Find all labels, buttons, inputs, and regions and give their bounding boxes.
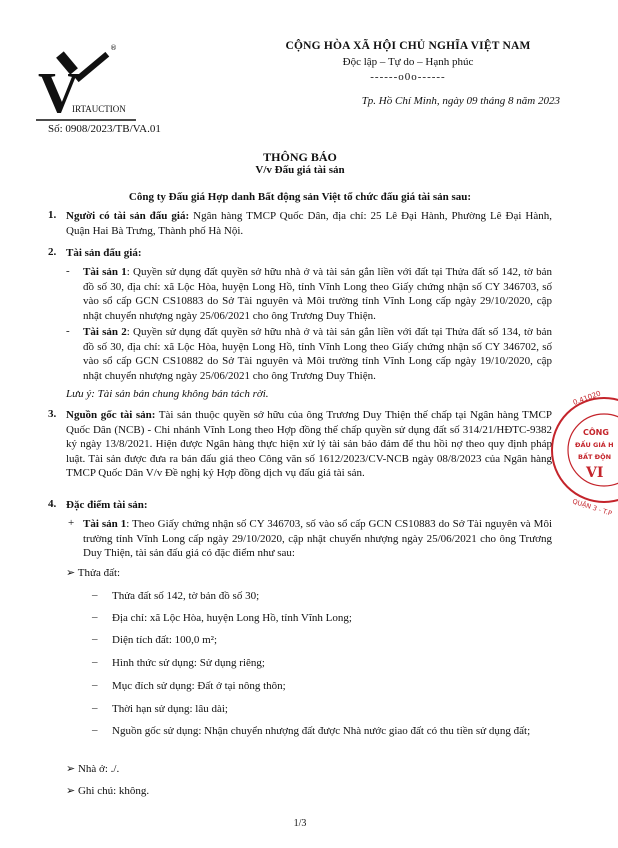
section-4-number: 4. [48,498,57,510]
section-1 [66,209,552,238]
svg-text:VI: VI [586,465,604,481]
section-3-number: 3. [48,408,57,420]
bullet-dash: – [92,611,98,623]
motto: Độc lập – Tự do – Hạnh phúc [342,56,474,68]
logo-text: IRTAUCTION [72,104,126,114]
remark-line: ➢ Ghi chú: không. [66,785,150,797]
bullet-dash: - [66,265,70,277]
land-item-parcel: Thửa đất số 142, tờ bản đồ số 30; [112,590,260,602]
asset-note: Lưu ý: Tài sản bán chung không bán tách rời. [66,388,269,400]
logo-letter: V [38,60,80,125]
land-item-purpose: Mục đích sử dụng: Đất ở tại nông thôn; [112,680,286,692]
section-1-label: Người có tài sản đấu giá: [66,210,190,222]
asset-1-label: Tài sản 1 [83,266,127,278]
bullet-dash: – [92,656,98,668]
land-item-origin: Nguồn gốc sử dụng: Nhận chuyển nhượng đất được Nhà nước giao đất có thu tiền sử dụng đất; [112,725,531,737]
land-heading: ➢ Thửa đất: [66,567,121,579]
document-number: Số: 0908/2023/TB/VA.01 [48,123,161,135]
bullet-dash: – [92,633,98,645]
document-date: Tp. Hồ Chí Minh, ngày 09 tháng 8 năm 2023 [361,95,560,107]
house-line: ➢ Nhà ở: ./. [66,763,120,775]
plus-bullet: + [68,517,75,529]
char-asset-1-label: Tài sản 1 [83,518,127,530]
bullet-dash: – [92,679,98,691]
bullet-dash: – [92,724,98,736]
bullet-dash: – [92,589,98,601]
svg-text:ĐẤU GIÁ H: ĐẤU GIÁ H [575,441,614,449]
land-item-use-form: Hình thức sử dụng: Sử dụng riêng; [112,657,265,669]
arrow-icon: ➢ [66,567,78,579]
section-1-number: 1. [48,209,57,221]
intro-line: Công ty Đấu giá Hợp danh Bất động sản Việt tổ chức đấu giá tài sản sau: [128,191,472,203]
svg-text:®: ® [110,44,117,52]
characteristics-asset-1: Tài sản 1: Theo Giấy chứng nhận số CY 346703, số vào sổ cấp GCN CS10883 do Sở Tài nguyên và Môi trường tỉnh Vĩnh Long cấp ngày 29/10/2020, cập nhật chuyển nhượng ngày 25/06/2021 cho ông Trương Duy Thiện, tài sản đấu giá có đặc điểm như sau: [83,518,552,559]
svg-text:QUẬN 3 - T.P: QUẬN 3 - T.P [571,497,613,518]
bullet-dash: - [66,325,70,337]
asset-2-description: Tài sản 2: Quyền sử dụng đất quyền sở hữu nhà ở và tài sản gắn liền với đất tại Thửa đất số 134, tờ bản đồ số 30, địa chỉ: xã Lộc Hòa, huyện Long Hồ, tỉnh Vĩnh Long theo Giấy chứng nhận số CY 346702, số vào sổ cấp GCN CS10882 do Sở Tài nguyên và Môi trường tỉnh Vĩnh Long cấp ngày 19/10/2020, cập nhật chuyển nhượng ngày 25/06/2021 cho ông Trương Duy Thiện. [83,326,552,382]
land-item-area: Diện tích đất: 100,0 m²; [112,634,218,646]
bullet-dash: – [92,702,98,714]
land-item-term: Thời hạn sử dụng: lâu dài; [112,703,228,715]
svg-text:0.41020: 0.41020 [571,389,602,407]
svg-text:BẤT ĐỘN: BẤT ĐỘN [578,453,612,461]
section-3: Nguồn gốc tài sản: Tài sản thuộc quyền sở hữu của ông Trương Duy Thiện thế chấp tại Ngân hàng TMCP Quốc Dân (NCB) - Chi nhánh Vĩnh Long theo Hợp đồng thế chấp quyền sử dụng đất số 314/21/HĐTC-9382 ký ngày 13/8/2021. Hiện được Ngân hàng thực hiện xử lý tài sản bảo đảm để thu hồi nợ theo quy định pháp luật. Tài sản được đưa ra bán đấu giá theo Công văn số 1612/2023/CV-NCB ngày 08/8/2023 của Ngân hàng TMCP Quốc Dân V/v Đề nghị ký Hợp đồng dịch vụ đấu giá tài sản. [66,409,552,479]
asset-2-label: Tài sản 2 [83,326,127,338]
section-3-label: Nguồn gốc tài sản: [66,409,156,421]
notice-subtitle: V/v Đấu giá tài sản [255,164,345,176]
land-item-address: Địa chỉ: xã Lộc Hòa, huyện Long Hồ, tỉnh Vĩnh Long; [112,612,352,624]
section-1-text: Ngân hàng TMCP Quốc Dân, địa chỉ: 25 Lê Đại Hành, Phường Lê Đại Hành, Quận Hai Bà Trưng, Thành phố Hà Nội. [66,210,552,237]
svg-text:CÔNG: CÔNG [583,428,609,437]
section-2-label: Tài sản đấu giá: [66,247,142,259]
header-separator: ------o0o------ [370,71,446,83]
asset-1-description: Tài sản 1: Quyền sử dụng đất quyền sở hữu nhà ở và tài sản gắn liền với đất tại Thửa đất số 142, tờ bản đồ số 30, địa chỉ: xã Lộc Hòa, huyện Long Hồ, tỉnh Vĩnh Long theo Giấy chứng nhận số CY 346703, số vào sổ cấp GCN CS10883 do Sở Tài nguyên và Môi trường tỉnh Vĩnh Long cấp ngày 29/10/2020, cập nhật chuyển nhượng ngày 25/06/2021 cho ông Trương Duy Thiện. [83,266,552,322]
arrow-icon: ➢ [66,785,78,797]
arrow-icon: ➢ [66,763,78,775]
page-number: 1/3 [293,818,307,829]
company-logo [32,40,142,128]
notice-title: THÔNG BÁO [263,150,337,164]
section-4-label: Đặc điểm tài sản: [66,499,148,511]
country-name: CỘNG HÒA XÃ HỘI CHỦ NGHĨA VIỆT NAM [285,40,531,52]
company-stamp [548,385,618,518]
section-2-number: 2. [48,246,57,258]
